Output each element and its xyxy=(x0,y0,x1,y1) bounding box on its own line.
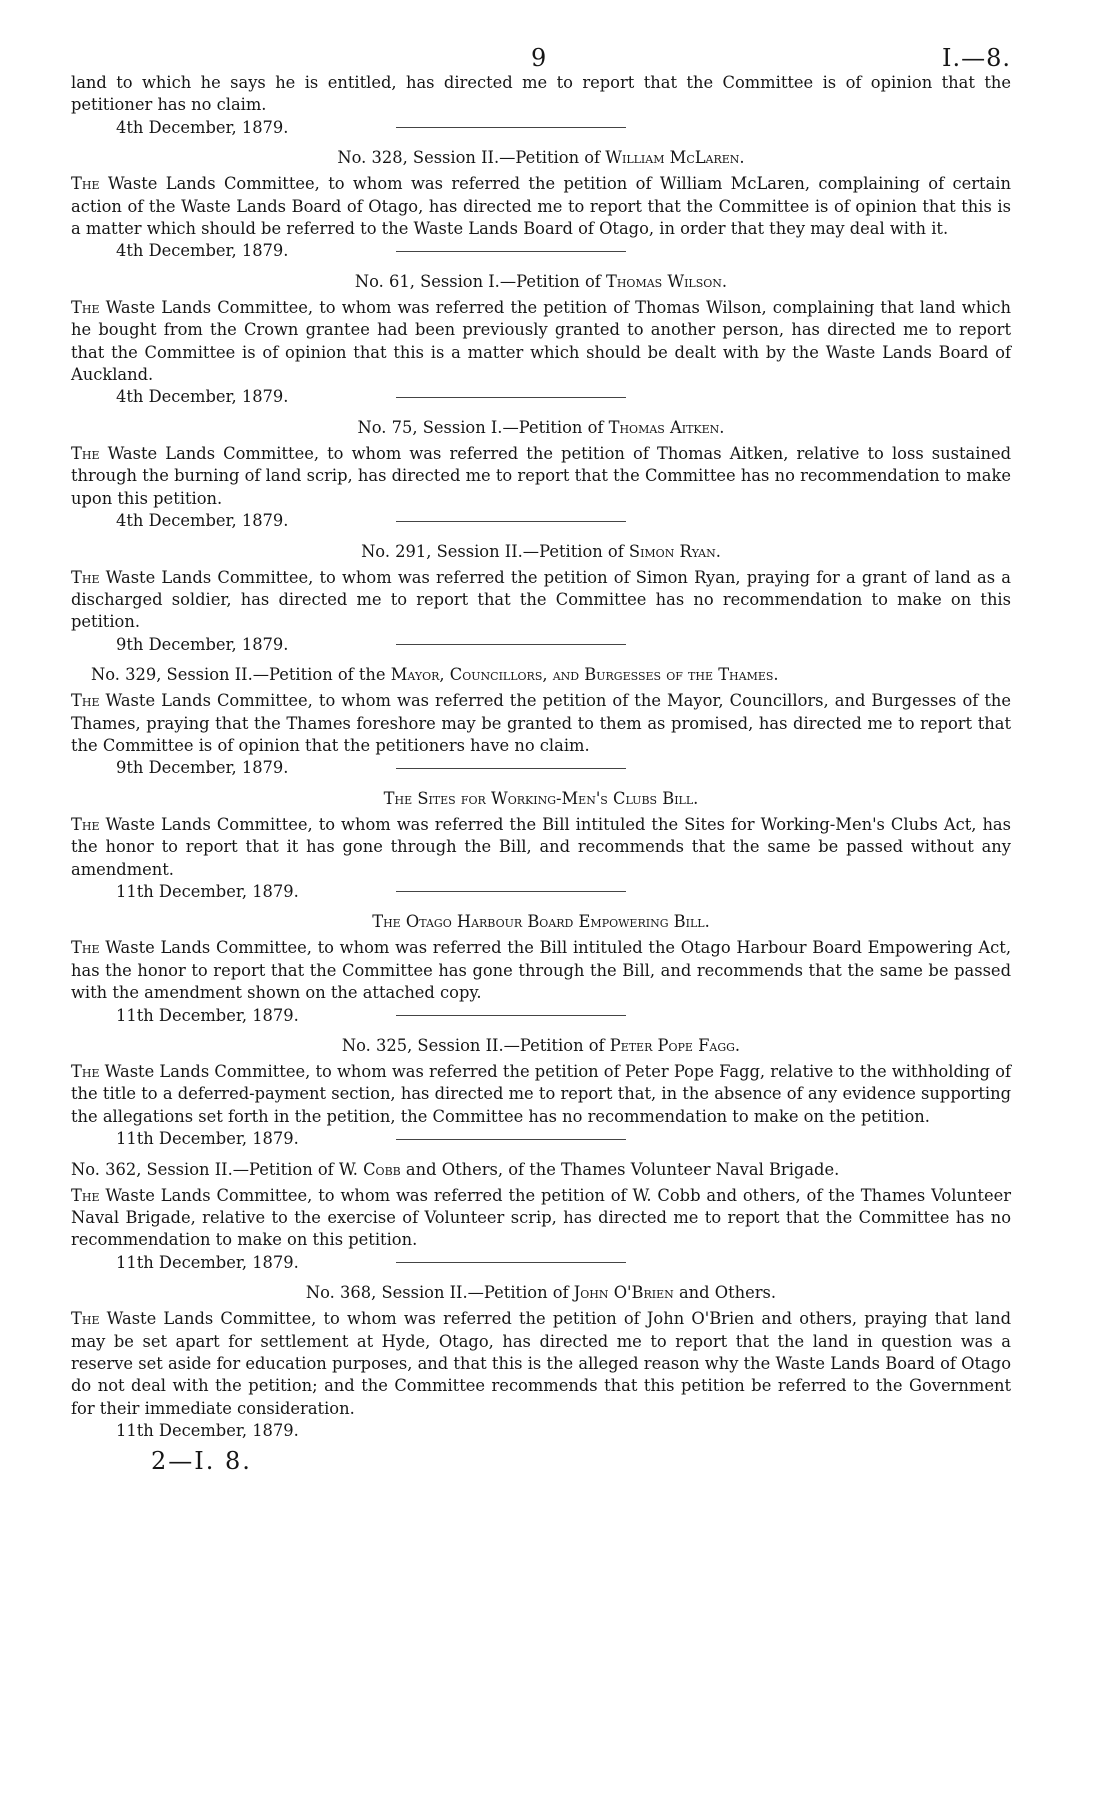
section-divider xyxy=(396,1015,626,1016)
section-date: 11th December, 1879. xyxy=(116,1252,299,1272)
heading-prefix: No. 61, Session I.—Petition of xyxy=(354,271,606,291)
lead-word: The xyxy=(71,938,100,958)
body-text: Waste Lands Committee, to whom was referred the petition of Peter Pope Fagg, relative to the withholding of the title to a deferred-payment section, has directed me to report that, in the absence of any evidence supporting the allegations set forth in the petition, the Committee has no recommendation to make on the petition. xyxy=(71,1062,1011,1126)
section-divider xyxy=(396,644,626,645)
heading-prefix: No. 325, Session II.—Petition of xyxy=(341,1036,610,1055)
lead-word: The xyxy=(71,814,100,834)
lead-word: The xyxy=(71,691,100,711)
section-divider xyxy=(396,1139,626,1140)
document-page xyxy=(71,36,1011,1475)
section-date: 9th December, 1879. xyxy=(116,758,289,778)
body-text: Waste Lands Committee, to whom was referred the petition of Thomas Aitken, relative to loss sustained through the burning of land scrip, has directed me to report that the Committee has no recommendation to make upon this petition. xyxy=(71,443,1011,508)
section-body xyxy=(71,443,1011,510)
section-date: 4th December, 1879. xyxy=(116,511,289,531)
body-text: Waste Lands Committee, to whom was referred the petition of William McLaren, complaining of certain action of the Waste Lands Board of Otago, has directed me to report that the Committee is of opinion that this is a matter which should be referred to the Waste Lands Board of Otago, in order that they may deal with it. xyxy=(71,174,1011,239)
section-body xyxy=(71,567,1011,634)
section-body xyxy=(71,1185,1011,1252)
section-divider xyxy=(396,768,626,769)
section-heading xyxy=(71,664,1011,686)
heading-name: Thomas Aitken. xyxy=(608,417,725,437)
section-date: 11th December, 1879. xyxy=(116,1421,299,1441)
section-heading xyxy=(71,1159,1011,1181)
heading-name: Mayor, Councillors, and Burgesses of the Thames. xyxy=(390,665,779,685)
section-body xyxy=(71,297,1011,387)
heading-prefix: No. 328, Session II.—Petition of xyxy=(337,148,606,168)
heading-name: John O'Brien xyxy=(573,1283,674,1303)
heading-name: The Sites for Working-Men's Clubs Bill. xyxy=(383,788,699,808)
section-heading xyxy=(71,541,1011,563)
lead-word: The xyxy=(71,1185,100,1205)
section-divider xyxy=(396,1262,626,1263)
section-heading xyxy=(71,1282,1011,1304)
section-body xyxy=(71,937,1011,1004)
heading-name: The Otago Harbour Board Empowering Bill. xyxy=(372,912,710,932)
section-date: 4th December, 1879. xyxy=(116,387,289,407)
lead-word: The xyxy=(71,297,100,317)
body-text: Waste Lands Committee, to whom was referred the Bill intituled the Otago Harbour Board Empowering Act, has the honor to report that the Committee has gone through the Bill, and recommends that the same be passed with the amendment shown on the attached copy. xyxy=(71,938,1011,1003)
body-text: Waste Lands Committee, to whom was referred the petition of John O'Brien and others, praying that land may be set apart for settlement at Hyde, Otago, has directed me to report that the land in question was a reserve set aside for education purposes, and that this is the alleged reason why the Waste Lands Board of Otago do not deal with the petition; and the Committee recommends that this petition be referred to the Government for their immediate consideration. xyxy=(71,1309,1011,1418)
document-reference: I.—8. xyxy=(941,44,1011,72)
heading-name: Simon Ryan. xyxy=(628,541,721,561)
section-divider xyxy=(396,891,626,892)
heading-prefix: No. 362, Session II.—Petition of W. xyxy=(71,1159,364,1179)
heading-suffix: and Others, of the Thames Volunteer Naval Brigade. xyxy=(400,1159,840,1179)
section-heading xyxy=(71,147,1011,169)
section-body xyxy=(71,1308,1011,1420)
heading-prefix: No. 329, Session II.—Petition of the xyxy=(91,665,391,685)
body-text: Waste Lands Committee, to whom was referred the petition of Simon Ryan, praying for a grant of land as a discharged soldier, has directed me to report that the Committee has no recommendation to make on this petition. xyxy=(71,567,1011,632)
body-text: Waste Lands Committee, to whom was referred the petition of Thomas Wilson, complaining that land which he bought from the Crown grantee had been previously granted to another person, has directed me to report that the Committee is of opinion that this is a matter which should be dealt with by the Waste Lands Board of Auckland. xyxy=(71,297,1011,385)
page-signature: 2—I. 8. xyxy=(151,1446,252,1475)
section-date: 11th December, 1879. xyxy=(116,1005,299,1025)
section-divider xyxy=(396,521,626,522)
section-heading xyxy=(71,417,1011,439)
lead-word: The xyxy=(71,1062,100,1081)
heading-name: Thomas Wilson. xyxy=(605,271,728,291)
lead-word: The xyxy=(71,174,100,194)
section-body xyxy=(71,1061,1011,1128)
section-date: 4th December, 1879. xyxy=(116,241,289,261)
page-number: 9 xyxy=(531,44,547,72)
intro-paragraph: land to which he says he is entitled, has directed me to report that the Committee is of opinion that the petitioner has no claim. xyxy=(71,73,1011,115)
section-heading xyxy=(71,788,1011,810)
heading-name: William McLaren. xyxy=(605,148,745,168)
section-date: 11th December, 1879. xyxy=(116,881,299,901)
heading-suffix: and Others. xyxy=(673,1283,777,1303)
section-heading xyxy=(71,1035,1011,1057)
section-divider xyxy=(396,127,626,128)
lead-word: The xyxy=(71,1309,100,1329)
section-body xyxy=(71,814,1011,881)
heading-prefix: No. 75, Session I.—Petition of xyxy=(357,417,609,437)
section-date: 9th December, 1879. xyxy=(116,634,289,654)
body-text: Waste Lands Committee, to whom was referred the petition of W. Cobb and others, of the Thames Volunteer Naval Brigade, relative to the exercise of Volunteer scrip, has directed me to report that the Committee has no recommendation to make on this petition. xyxy=(71,1185,1011,1250)
section-body xyxy=(71,690,1011,757)
intro-date: 4th December, 1879. xyxy=(116,117,289,137)
section-divider xyxy=(396,397,626,398)
section-heading xyxy=(71,271,1011,293)
section-heading xyxy=(71,911,1011,933)
heading-name: Cobb xyxy=(363,1159,401,1179)
lead-word: The xyxy=(71,567,100,587)
heading-name: Peter Pope Fagg. xyxy=(609,1036,741,1055)
section-divider xyxy=(396,251,626,252)
heading-prefix: No. 368, Session II.—Petition of xyxy=(305,1283,574,1303)
lead-word: The xyxy=(71,443,100,463)
heading-prefix: No. 291, Session II.—Petition of xyxy=(361,541,629,561)
body-text: Waste Lands Committee, to whom was referred the petition of the Mayor, Councillors, and Burgesses of the Thames, praying that the Thames foreshore may be granted to them as promised, has directed me to report that the Committee is of opinion that the petitioners have no claim. xyxy=(71,691,1011,755)
section-body xyxy=(71,173,1011,240)
page-header xyxy=(71,36,1011,72)
body-text: Waste Lands Committee, to whom was referred the Bill intituled the Sites for Working-Men's Clubs Act, has the honor to report that it has gone through the Bill, and recommends that the same be passed without any amendment. xyxy=(71,814,1011,879)
section-date: 11th December, 1879. xyxy=(116,1129,299,1149)
